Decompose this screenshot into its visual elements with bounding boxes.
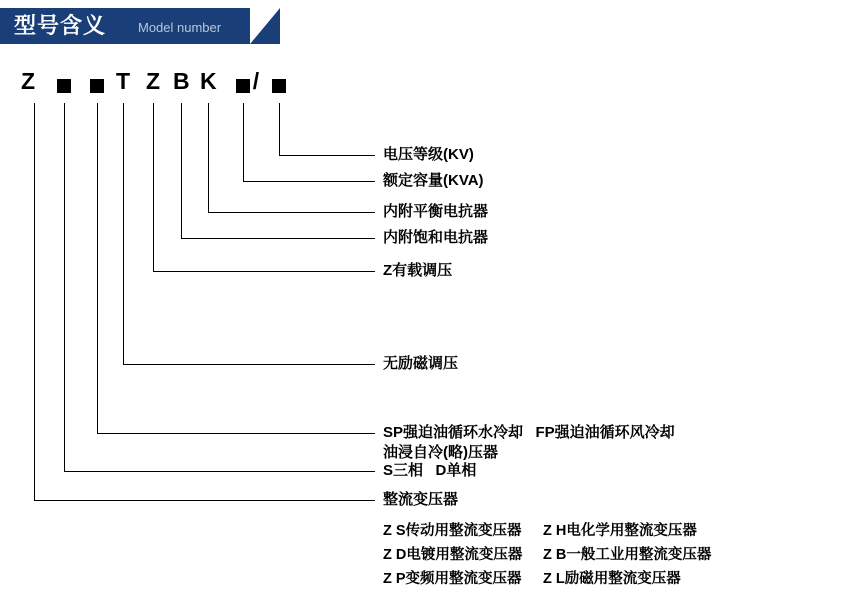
page-title-en: Model number: [138, 20, 222, 35]
leader-line-cooling-h: [97, 433, 375, 434]
code-token-t: T: [115, 68, 131, 94]
code-token-square2: [90, 70, 104, 100]
code-token-square1: [57, 70, 71, 100]
callout-label-balance-reactor: 内附平衡电抗器: [383, 203, 489, 220]
callout-label-cooling-line1: SP强迫油循环水冷却 FP强迫油循环风冷却: [383, 424, 675, 441]
leader-line-balance-reactor-v: [208, 103, 209, 212]
leader-line-on-load-tap-v: [153, 103, 154, 271]
header-banner: [0, 8, 300, 44]
usage-row-1-col-2: Z H电化学用整流变压器: [543, 523, 697, 539]
callout-label-voltage-class: 电压等级(KV): [383, 146, 474, 163]
usage-row-2-col-2: Z B一般工业用整流变压器: [543, 547, 712, 563]
code-token-k: K: [200, 68, 217, 94]
leader-line-phase-v: [64, 103, 65, 471]
callout-label-on-load-tap: Z有载调压: [383, 262, 453, 279]
code-token-b: B: [173, 68, 190, 94]
leader-line-rectifier-transformer-v: [34, 103, 35, 500]
leader-line-off-circuit-tap-v: [123, 103, 124, 364]
leader-line-on-load-tap-h: [153, 271, 375, 272]
leader-line-rectifier-transformer-h: [34, 500, 375, 501]
code-token-square3: [236, 70, 250, 100]
leader-line-rated-capacity-h: [243, 181, 375, 182]
callout-label-cooling-line2: 油浸自冷(略)压器: [383, 444, 498, 461]
leader-line-phase-h: [64, 471, 375, 472]
usage-row-1-col-1: Z S传动用整流变压器: [383, 523, 522, 539]
code-token-slash: /: [252, 68, 260, 94]
square-glyph: [57, 79, 71, 93]
callout-label-saturable-reactor: 内附饱和电抗器: [383, 229, 489, 246]
usage-row-2-col-1: Z D电镀用整流变压器: [383, 547, 523, 563]
leader-line-saturable-reactor-h: [181, 238, 375, 239]
usage-row-3-col-2: Z L励磁用整流变压器: [543, 571, 681, 587]
square-glyph: [272, 79, 286, 93]
leader-line-balance-reactor-h: [208, 212, 375, 213]
code-token-square4: [272, 70, 286, 100]
page-title-cn: 型号含义: [14, 13, 107, 38]
callout-label-phase: S三相 D单相: [383, 462, 477, 479]
leader-line-rated-capacity-v: [243, 103, 244, 181]
square-glyph: [90, 79, 104, 93]
usage-row-3-col-1: Z P变频用整流变压器: [383, 571, 522, 587]
callout-label-off-circuit-tap: 无励磁调压: [383, 355, 459, 372]
callout-label-rectifier-transformer: 整流变压器: [383, 491, 459, 508]
leader-line-voltage-class-h: [279, 155, 375, 156]
leader-line-voltage-class-v: [279, 103, 280, 155]
model-code-row: [0, 66, 850, 100]
code-token-z2: Z: [145, 68, 161, 94]
callout-label-rated-capacity: 额定容量(KVA): [383, 172, 484, 189]
leader-line-saturable-reactor-v: [181, 103, 182, 238]
leader-line-off-circuit-tap-h: [123, 364, 375, 365]
header-bar-slant: [250, 8, 280, 44]
square-glyph: [236, 79, 250, 93]
code-token-z1: Z: [20, 68, 36, 94]
leader-line-cooling-v: [97, 103, 98, 433]
